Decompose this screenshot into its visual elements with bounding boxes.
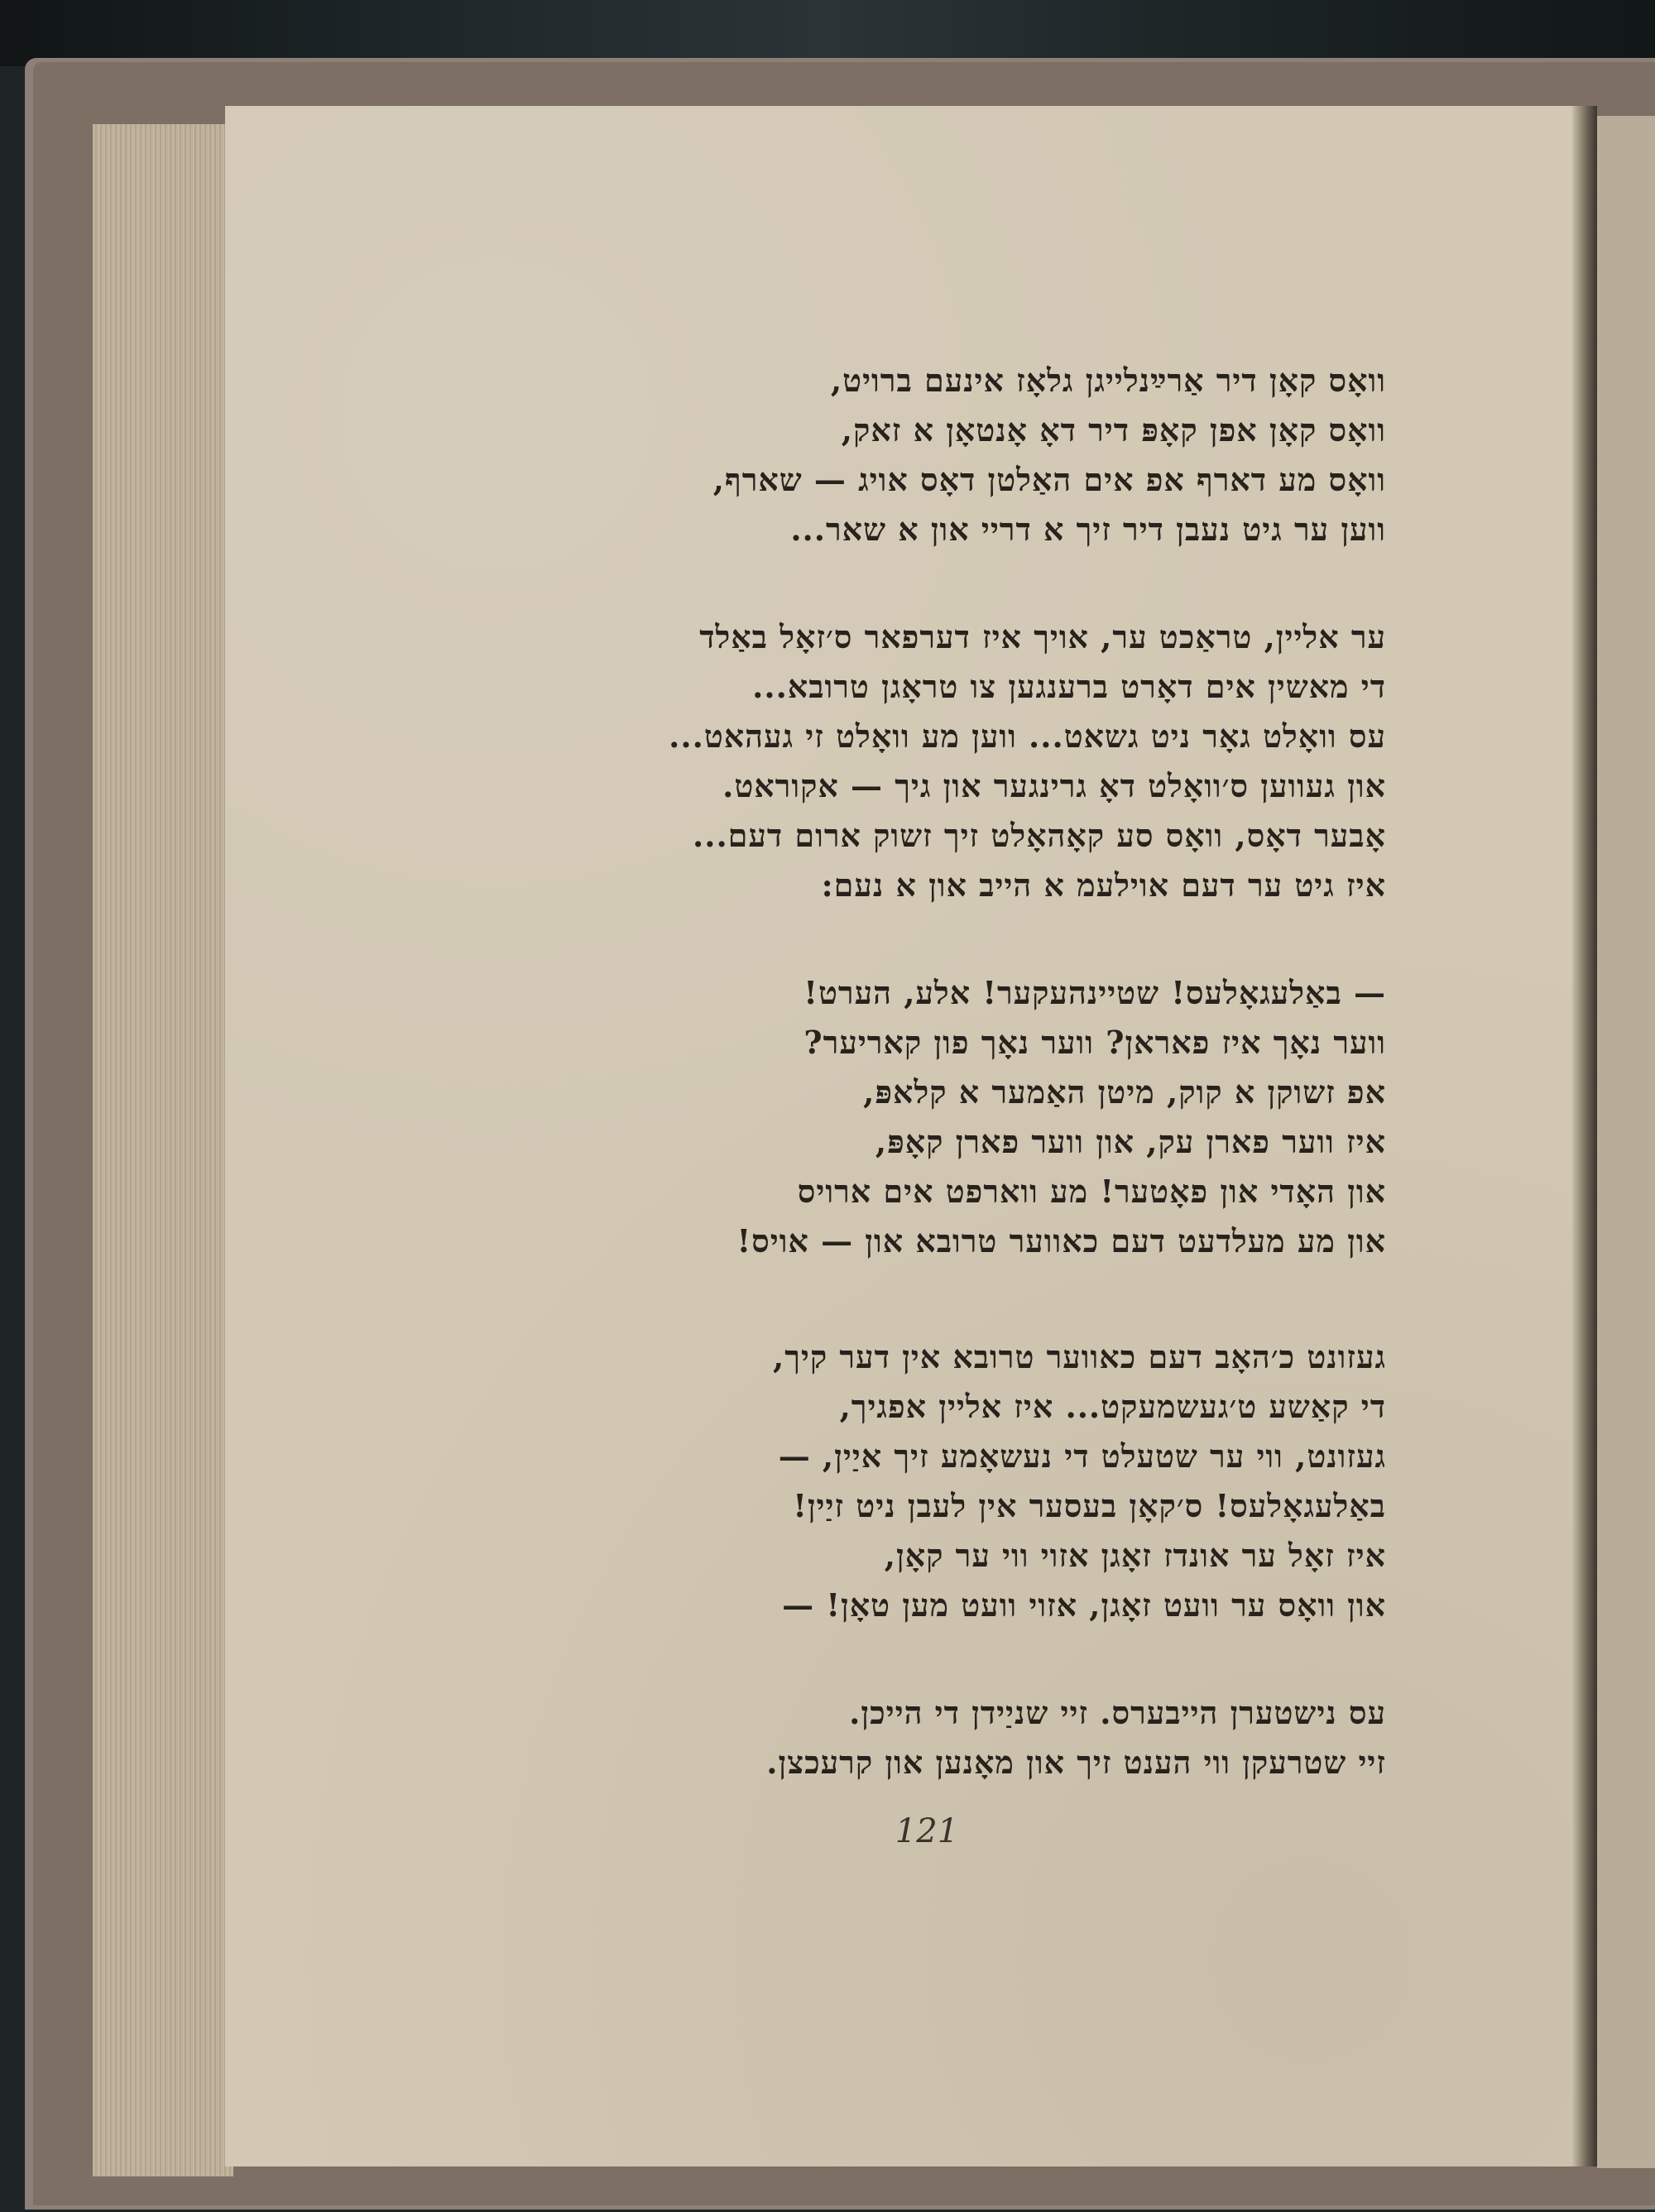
background-top [0,0,1655,66]
poem-line: און מע מעלדעט דעם כאווער טרובא און — אויס! [736,1222,1386,1260]
poem-line: וואָס קאָן דיר אַרײַנלייגן גלאָז אינעם ברויט, [830,362,1386,399]
stanza-5 [414,1688,1386,1787]
stanza-2 [414,612,1386,910]
facing-page-edge [1597,116,1655,2168]
stanza-4 [414,1332,1386,1630]
poem-line: געזונט, ווי ער שטעלט די נעשאָמע זיך איַין, — [778,1437,1386,1475]
poem-line: און וואָס ער וועט זאָגן, אזוי וועט מען טאָן! — [782,1586,1386,1624]
poem-line: עס וואָלט גאָר ניט גשאט... ווען מע וואָלט זי געהאט... [669,717,1386,755]
poem-line: זיי שטרעקן ווי הענט זיך און מאָנען און קרעכצן. [766,1744,1386,1781]
poem-line: אָבער דאָס, וואָס סע קאָהאָלט זיך זשוק ארום דעם... [692,817,1386,854]
poem-line: וואָס קאָן אפן קאָפּ דיר דאָ אָנטאָן א זאק, [841,411,1386,449]
poem-line: איז גיט ער דעם אוילעמ א הייב און א נעם: [821,866,1386,904]
poem-line: ער אליין, טראַכט ער, אויך איז דערפאר ס׳זאָל באַלד [699,618,1386,655]
poem-line: — באַלעגאָלעס! שטיינהעקער! אלע, הערט! [804,974,1386,1011]
poem-line: ווען ער גיט נעבן דיר זיך א דריי און א שאר... [790,511,1386,548]
poem-line: און האָדי און פאָטער! מע ווארפט אים ארויס [797,1173,1386,1210]
poem-line: די מאשין אים דאָרט ברענגען צו טראָגן טרובא... [752,668,1386,705]
poem-line: באַלעגאָלעס! ס׳קאָן בעסער אין לעבן ניט זיַין! [793,1487,1386,1524]
book-gutter [1572,106,1597,2166]
page-number: 121 [895,1812,959,1850]
poem-line: אפ זשוקן א קוק, מיטן האַמער א קלאפּ, [863,1073,1386,1111]
poem-line: ווער נאָך איז פאראן? ווער נאָך פון קאריער? [804,1024,1386,1061]
poem-line: איז זאָל ער אונדז זאָגן אזוי ווי ער קאָן, [884,1537,1386,1574]
poem-line: געזונט כ׳האָב דעם כאווער טרובא אין דער קיך, [772,1338,1386,1375]
stanza-3 [414,968,1386,1266]
poem-line: איז ווער פארן עק, און ווער פארן קאָפּ, [875,1123,1386,1160]
page-edges [93,124,233,2176]
poem-line: און געווען ס׳וואָלט דאָ גרינגער און גיך — אקוראט. [722,767,1386,804]
stanza-1 [414,356,1386,554]
poem-line: עס נישטערן הייבערס. זיי שניַידן די הייכן. [849,1694,1386,1731]
poem-line: וואָס מע דארף אפ אים האַלטן דאָס אויג — שארף, [712,461,1386,498]
poem-line: די קאַשע ט׳געשמעקט... איז אליין אפגיך, [839,1388,1386,1425]
